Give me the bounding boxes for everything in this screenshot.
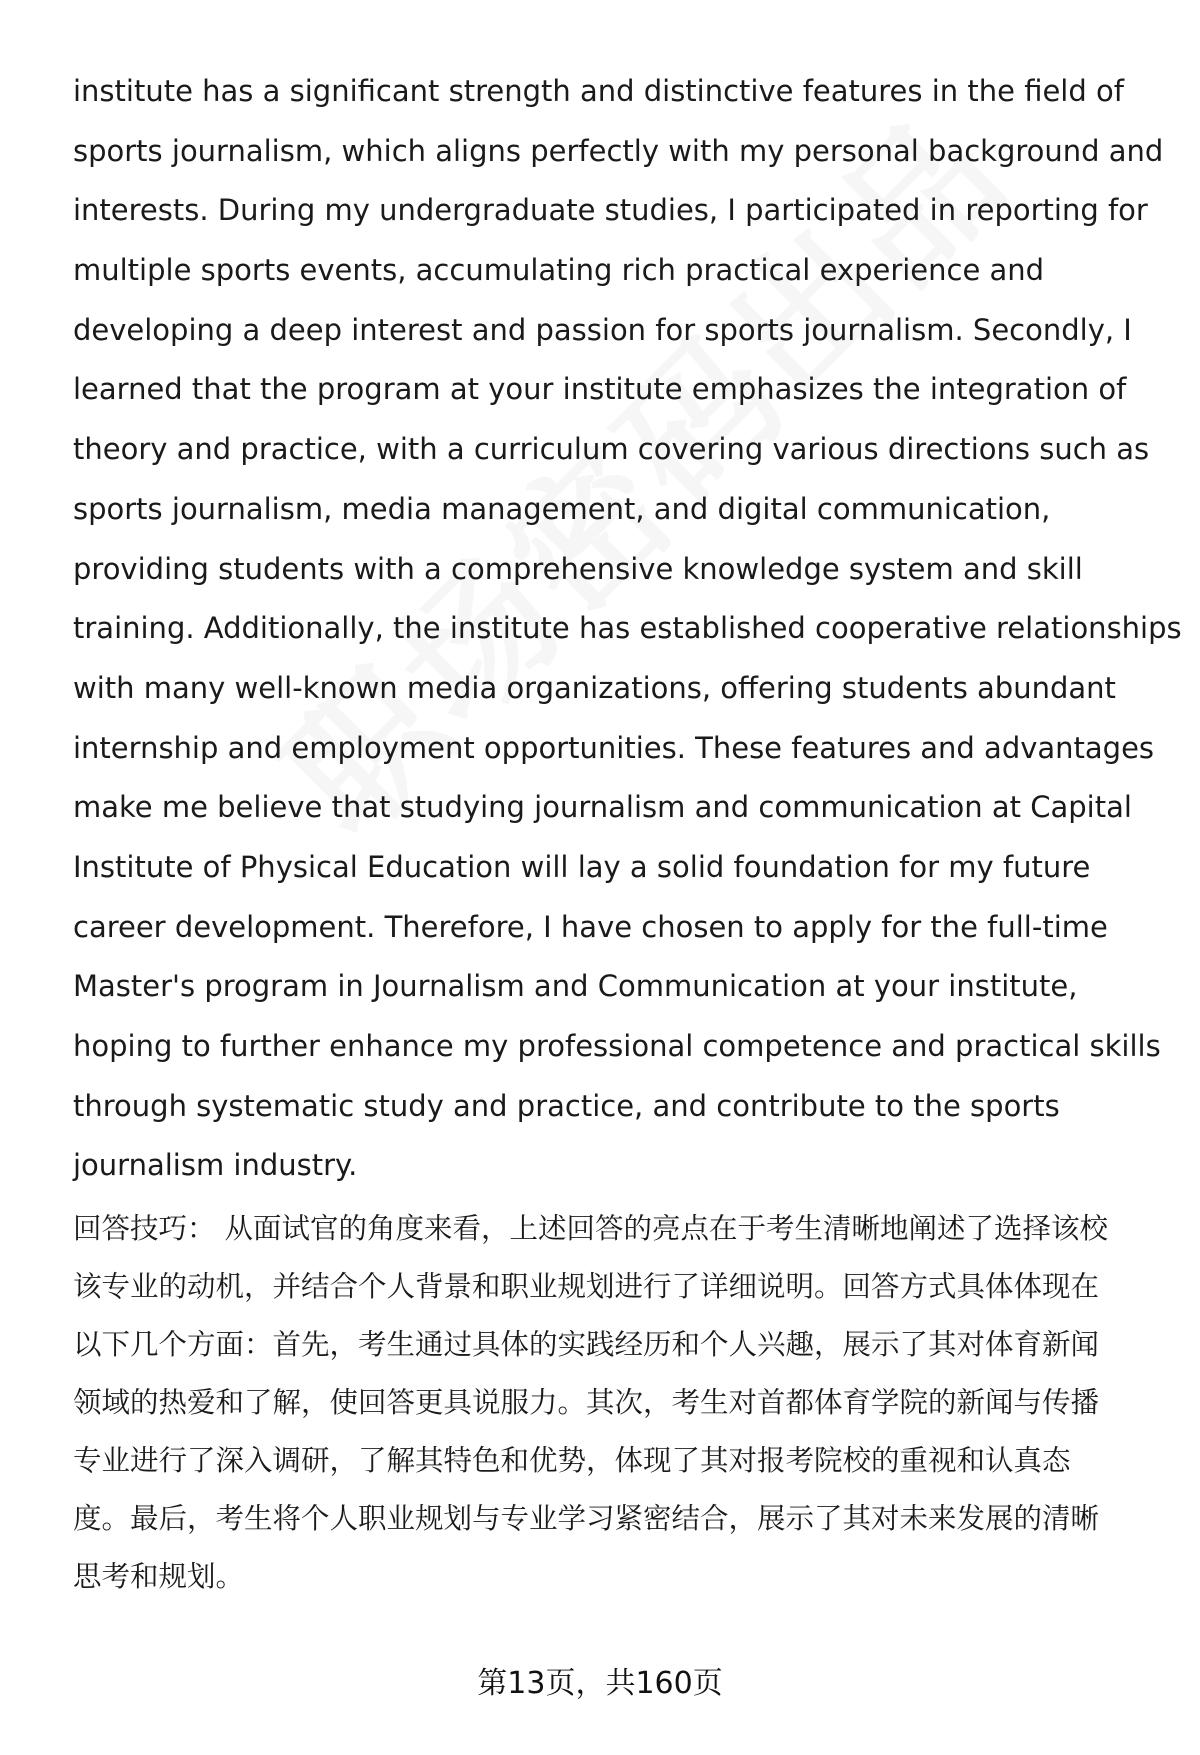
text-line: training. Additionally, the institute has established cooperative relationships — [73, 611, 1182, 646]
text-line: sports journalism, media management, and digital communication, — [73, 491, 1051, 526]
text-line: make me believe that studying journalism and communication at Capital — [73, 790, 1132, 825]
text-line: learned that the program at your institute emphasizes the integration of — [73, 372, 1127, 407]
text-line: providing students with a comprehensive knowledge system and skill — [73, 551, 1083, 586]
tips-line: 思考和规划。 — [73, 1560, 245, 1593]
text-line: with many well-known media organizations, offering students abundant — [73, 670, 1116, 705]
tips-line: 以下几个方面：首先，考生通过具体的实践经历和个人兴趣，展示了其对体育新闻 — [73, 1328, 1100, 1361]
tips-line: 专业进行了深入调研，了解其特色和优势，体现了其对报考院校的重视和认真态 — [73, 1444, 1071, 1477]
tips-line: 该专业的动机，并结合个人背景和职业规划进行了详细说明。回答方式具体体现在 — [73, 1270, 1100, 1303]
answer-tips-paragraph — [73, 1200, 1163, 1606]
tips-line: 度。最后，考生将个人职业规划与专业学习紧密结合，展示了其对未来发展的清晰 — [73, 1502, 1100, 1535]
text-line: through systematic study and practice, and contribute to the sports — [73, 1088, 1060, 1123]
text-line: institute has a significant strength and distinctive features in the field of — [73, 74, 1124, 108]
text-line: Institute of Physical Education will lay a solid foundation for my future — [73, 849, 1091, 884]
text-line: hoping to further enhance my professional competence and practical skills — [73, 1029, 1161, 1063]
text-line: multiple sports events, accumulating rich practical experience and — [73, 253, 1045, 288]
text-line: interests. During my undergraduate studies, I participated in reporting for — [73, 193, 1148, 228]
tips-line: 领域的热爱和了解，使回答更具说服力。其次，考生对首都体育学院的新闻与传播 — [73, 1386, 1100, 1419]
text-line: career development. Therefore, I have chosen to apply for the full-time — [73, 909, 1108, 944]
text-line: developing a deep interest and passion for sports journalism. Secondly, I — [73, 312, 1132, 347]
page-number: 第13页，共160页 — [477, 1666, 723, 1701]
text-line: theory and practice, with a curriculum covering various directions such as — [73, 432, 1150, 467]
text-line: sports journalism, which aligns perfectly with my personal background and — [73, 133, 1164, 168]
tips-line: 回答技巧： 从面试官的角度来看，上述回答的亮点在于考生清晰地阐述了选择该校 — [73, 1212, 1109, 1245]
text-line: journalism industry. — [73, 1148, 358, 1183]
answer-paragraph — [73, 62, 1182, 1196]
text-line: internship and employment opportunities. These features and advantages — [73, 730, 1155, 765]
text-line: Master's program in Journalism and Communication at your institute, — [73, 969, 1078, 1004]
